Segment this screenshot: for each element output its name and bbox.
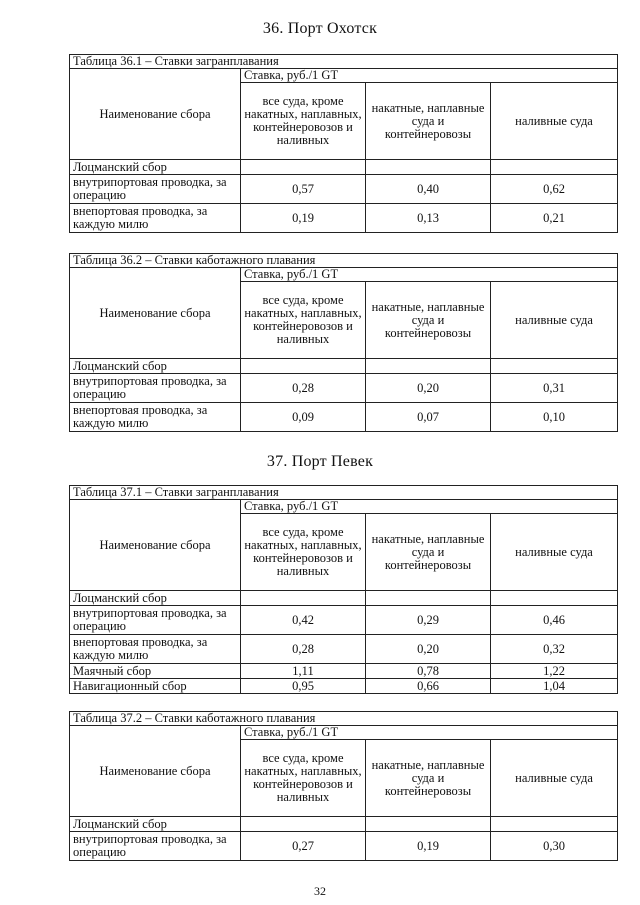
rate-unit-header: Ставка, руб./1 GT	[241, 268, 618, 282]
rate-cell: 0,62	[491, 175, 618, 204]
rate-cell: 0,13	[366, 204, 491, 233]
rate-cell: 0,28	[241, 374, 366, 403]
rate-cell	[241, 591, 366, 606]
column-header-fee-name: Наименование сбора	[70, 726, 241, 817]
rates-table-36-2	[69, 253, 618, 432]
rate-cell: 0,19	[241, 204, 366, 233]
column-header-fee-name: Наименование сбора	[70, 500, 241, 591]
column-header-tankers: наливные суда	[491, 282, 618, 359]
row-label: внутрипортовая проводка, за операцию	[70, 832, 241, 861]
column-header-all-vessels: все суда, кроме накатных, наплавных, контейнеровозов и наливных	[241, 282, 366, 359]
row-label: Лоцманский сбор	[70, 817, 241, 832]
row-label: Лоцманский сбор	[70, 359, 241, 374]
rate-cell: 1,11	[241, 664, 366, 679]
rate-cell: 0,19	[366, 832, 491, 861]
rate-cell	[366, 817, 491, 832]
column-header-all-vessels: все суда, кроме накатных, наплавных, контейнеровозов и наливных	[241, 83, 366, 160]
rate-cell: 0,31	[491, 374, 618, 403]
rate-cell	[491, 160, 618, 175]
rate-cell: 0,10	[491, 403, 618, 432]
rate-cell: 1,22	[491, 664, 618, 679]
table-caption: Таблица 37.2 – Ставки каботажного плавания	[70, 712, 618, 726]
row-label: Навигационный сбор	[70, 679, 241, 694]
rate-cell	[366, 591, 491, 606]
rate-cell: 0,20	[366, 635, 491, 664]
row-label: внепортовая проводка, за каждую милю	[70, 635, 241, 664]
rate-cell: 0,28	[241, 635, 366, 664]
row-label: внепортовая проводка, за каждую милю	[70, 403, 241, 432]
table-caption: Таблица 37.1 – Ставки загранплавания	[70, 486, 618, 500]
rate-unit-header: Ставка, руб./1 GT	[241, 69, 618, 83]
rate-unit-header: Ставка, руб./1 GT	[241, 726, 618, 740]
column-header-tankers: наливные суда	[491, 514, 618, 591]
column-header-roro-container: накатные, наплавные суда и контейнеровозы	[366, 83, 491, 160]
rate-cell: 0,57	[241, 175, 366, 204]
row-label: внутрипортовая проводка, за операцию	[70, 175, 241, 204]
table-caption: Таблица 36.1 – Ставки загранплавания	[70, 55, 618, 69]
column-header-tankers: наливные суда	[491, 740, 618, 817]
column-header-tankers: наливные суда	[491, 83, 618, 160]
column-header-fee-name: Наименование сбора	[70, 69, 241, 160]
section-title-36: 36. Порт Охотск	[262, 20, 378, 37]
rate-cell: 0,07	[366, 403, 491, 432]
rates-table-36-1	[69, 54, 618, 233]
row-label: Лоцманский сбор	[70, 160, 241, 175]
rate-cell: 0,42	[241, 606, 366, 635]
section-title-37: 37. Порт Певек	[266, 453, 374, 470]
rate-cell: 0,29	[366, 606, 491, 635]
row-label: внутрипортовая проводка, за операцию	[70, 374, 241, 403]
rate-cell: 0,20	[366, 374, 491, 403]
rate-cell	[491, 591, 618, 606]
rate-cell: 0,09	[241, 403, 366, 432]
table-caption: Таблица 36.2 – Ставки каботажного плавания	[70, 254, 618, 268]
rates-table-37-2	[69, 711, 618, 861]
rate-cell: 0,78	[366, 664, 491, 679]
rate-cell: 0,95	[241, 679, 366, 694]
rate-cell	[241, 160, 366, 175]
column-header-roro-container: накатные, наплавные суда и контейнеровозы	[366, 740, 491, 817]
row-label: внепортовая проводка, за каждую милю	[70, 204, 241, 233]
row-label: внутрипортовая проводка, за операцию	[70, 606, 241, 635]
column-header-all-vessels: все суда, кроме накатных, наплавных, контейнеровозов и наливных	[241, 740, 366, 817]
rate-cell	[491, 359, 618, 374]
rate-cell: 0,30	[491, 832, 618, 861]
rate-cell: 0,40	[366, 175, 491, 204]
column-header-fee-name: Наименование сбора	[70, 268, 241, 359]
page-number: 32	[314, 884, 326, 898]
column-header-roro-container: накатные, наплавные суда и контейнеровозы	[366, 514, 491, 591]
rate-cell	[241, 817, 366, 832]
column-header-roro-container: накатные, наплавные суда и контейнеровозы	[366, 282, 491, 359]
rate-cell: 0,27	[241, 832, 366, 861]
column-header-all-vessels: все суда, кроме накатных, наплавных, контейнеровозов и наливных	[241, 514, 366, 591]
rate-cell: 0,32	[491, 635, 618, 664]
rate-cell	[366, 160, 491, 175]
rate-cell: 0,66	[366, 679, 491, 694]
rate-unit-header: Ставка, руб./1 GT	[241, 500, 618, 514]
rate-cell	[366, 359, 491, 374]
row-label: Маячный сбор	[70, 664, 241, 679]
rates-table-37-1	[69, 485, 618, 694]
rate-cell	[241, 359, 366, 374]
rate-cell: 0,46	[491, 606, 618, 635]
rate-cell	[491, 817, 618, 832]
row-label: Лоцманский сбор	[70, 591, 241, 606]
rate-cell: 0,21	[491, 204, 618, 233]
rate-cell: 1,04	[491, 679, 618, 694]
